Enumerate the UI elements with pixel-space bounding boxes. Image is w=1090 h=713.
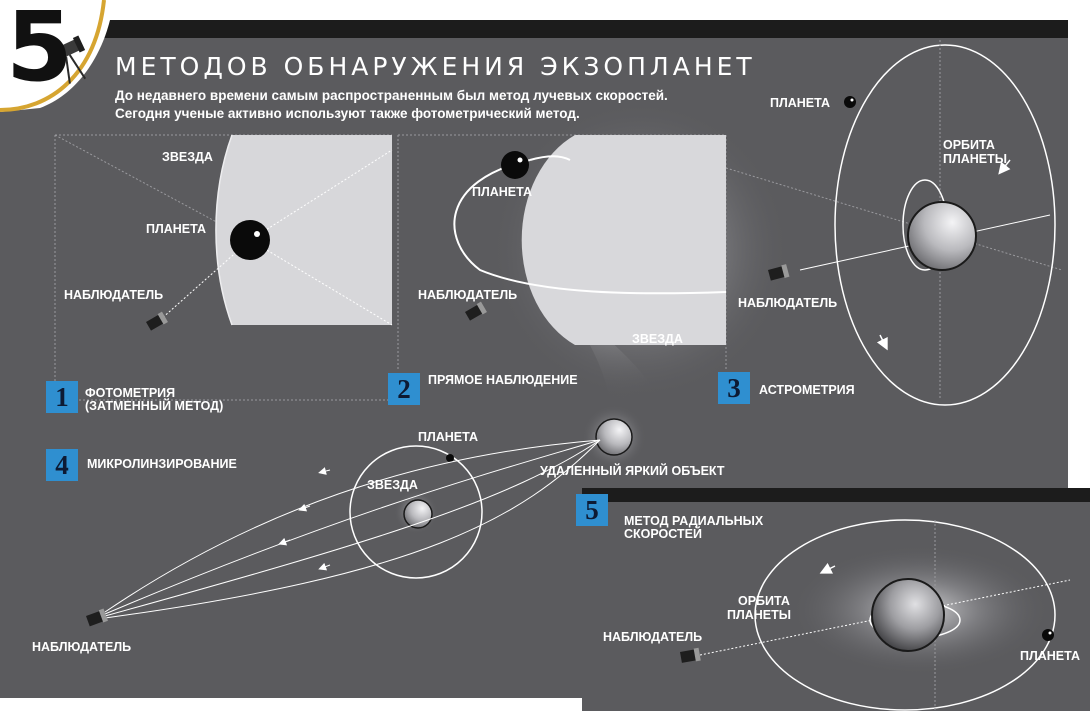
panel3-observer-label: НАБЛЮДАТЕЛЬ <box>738 296 838 310</box>
subtitle-line-2: Сегодня ученые активно используют также фотометрический метод. <box>115 106 580 121</box>
top-dark-band <box>0 20 1068 38</box>
method-1-title-line2: (ЗАТМЕННЫЙ МЕТОД) <box>85 399 224 413</box>
panel3-planet-dot <box>844 96 856 108</box>
panel5-orbit-label-line1: ОРБИТА <box>738 594 790 608</box>
method-1-title-line1: ФОТОМЕТРИЯ <box>85 386 176 400</box>
page-title: МЕТОДОВ ОБНАРУЖЕНИЯ ЭКЗОПЛАНЕТ <box>115 52 756 81</box>
panel3-orbit-label-line2: ПЛАНЕТЫ <box>943 152 1008 166</box>
panel1-star-label: ЗВЕЗДА <box>162 150 213 164</box>
panel5-dark-band <box>582 488 1090 502</box>
method-1-badge: 1 <box>46 381 78 413</box>
panel4-star-label: ЗВЕЗДА <box>367 478 418 492</box>
panel1-planet-disc <box>230 220 270 260</box>
panel5-star-sphere <box>872 579 944 651</box>
panel2-star-label: ЗВЕЗДА <box>632 332 683 346</box>
method-3-badge: 3 <box>718 372 750 404</box>
panel4-observer-label: НАБЛЮДАТЕЛЬ <box>32 640 132 654</box>
method-4-title: МИКРОЛИНЗИРОВАНИЕ <box>87 457 237 471</box>
method-5-badge: 5 <box>576 494 608 526</box>
panel4-distant-object-label: УДАЛЕННЫЙ ЯРКИЙ ОБЪЕКТ <box>540 464 725 478</box>
panel4-planet-dot <box>446 454 454 462</box>
panel2-planet-disc <box>501 151 529 179</box>
panel1-observer-label: НАБЛЮДАТЕЛЬ <box>64 288 164 302</box>
panel4-planet-label: ПЛАНЕТА <box>418 430 479 444</box>
panel5-orbit-label-line2: ПЛАНЕТЫ <box>727 608 792 622</box>
method-5-title-line2: СКОРОСТЕЙ <box>624 527 702 541</box>
lower-left-panel <box>0 493 582 698</box>
method-2-badge: 2 <box>388 373 420 405</box>
panel4-distant-object-sphere <box>596 419 632 455</box>
method-4-badge: 4 <box>46 449 78 481</box>
section-number: 5 <box>6 0 73 103</box>
panel5-observer-label: НАБЛЮДАТЕЛЬ <box>603 630 703 644</box>
panel1-planet-label: ПЛАНЕТА <box>146 222 207 236</box>
panel3-orbit-label-line1: ОРБИТА <box>943 138 995 152</box>
panel5-planet-dot <box>1042 629 1054 641</box>
panel5-planet-label: ПЛАНЕТА <box>1020 649 1081 663</box>
panel3-star-sphere <box>908 202 976 270</box>
method-3-title: АСТРОМЕТРИЯ <box>759 383 855 397</box>
panel2-planet-label: ПЛАНЕТА <box>472 185 533 199</box>
method-5-title-line1: МЕТОД РАДИАЛЬНЫХ <box>624 514 764 528</box>
panel2-observer-label: НАБЛЮДАТЕЛЬ <box>418 288 518 302</box>
panel3-planet-label: ПЛАНЕТА <box>770 96 831 110</box>
subtitle-line-1: До недавнего времени самым распространенным был метод лучевых скоростей. <box>115 88 668 103</box>
method-2-title: ПРЯМОЕ НАБЛЮДЕНИЕ <box>428 373 578 387</box>
